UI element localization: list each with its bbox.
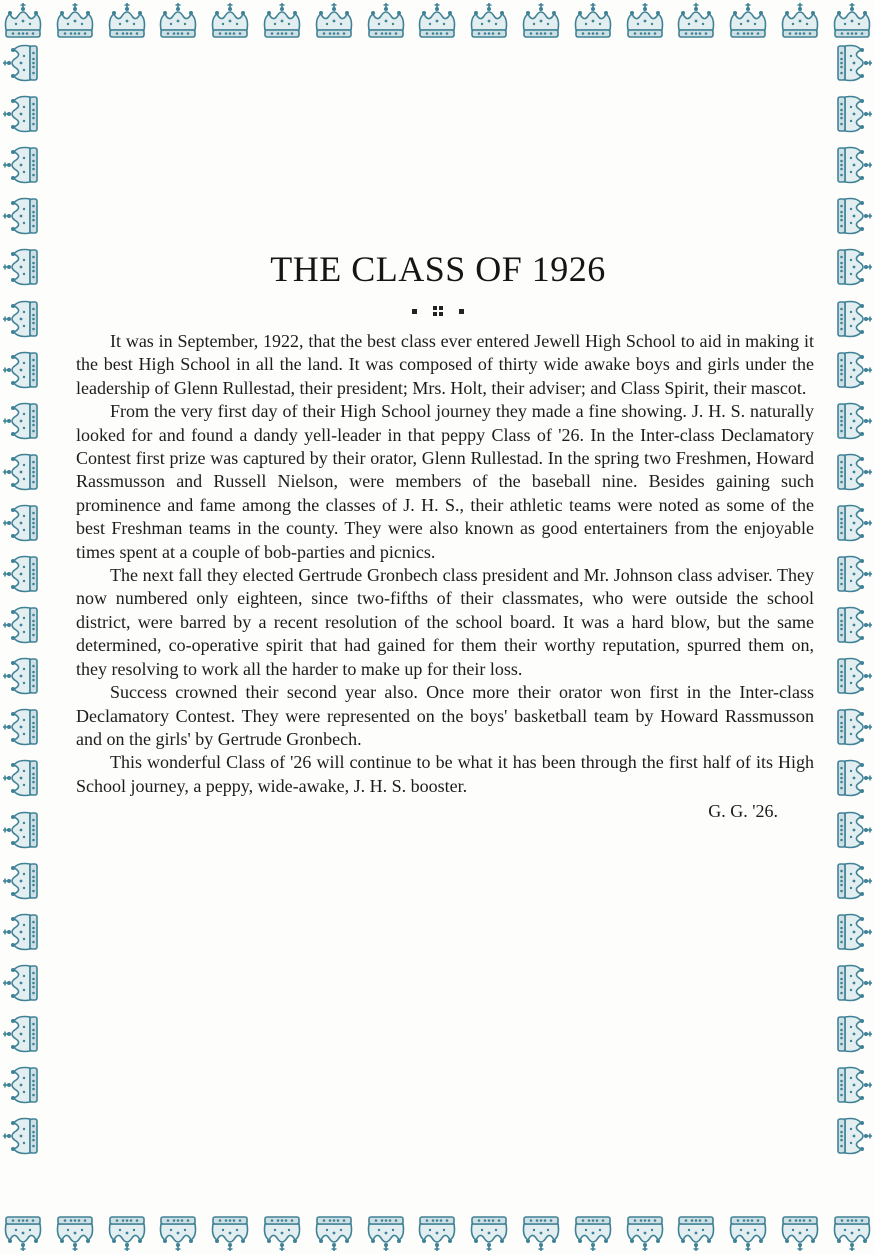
crown-icon xyxy=(829,602,875,648)
crown-icon xyxy=(829,296,875,342)
crown-icon xyxy=(0,347,46,393)
crown-icon xyxy=(0,40,46,86)
crown-icon xyxy=(0,296,46,342)
section-divider-icon xyxy=(62,306,814,316)
crown-icon xyxy=(829,40,875,86)
crown-icon xyxy=(829,551,875,597)
paragraph: From the very first day of their High School journey they made a fine showing. J. H. S. naturally looked for and found a dandy yell-leader in that peppy Class of '26. In the Inter-class Declamatory Contest first prize was captured by their orator, Glenn Rullestad. In the spring two Freshmen, Howard Rassmusson and Russell Nielson, were members of the baseball nine. Besides gaining such prominence and fame among the classes of J. H. S., their athletic teams were noted as some of the best Freshman teams in the county. They were also known as good entertainers from the enjoyable times spent at a couple of bob-parties and picnics. xyxy=(76,401,814,562)
crown-icon xyxy=(673,0,719,46)
crown-icon xyxy=(207,0,253,46)
crown-icon xyxy=(777,0,823,46)
crown-icon xyxy=(0,551,46,597)
crown-icon xyxy=(0,704,46,750)
crown-icon xyxy=(414,1208,460,1254)
page-title: THE CLASS OF 1926 xyxy=(270,249,606,289)
crown-icon xyxy=(155,1208,201,1254)
crown-icon xyxy=(570,1208,616,1254)
crown-icon xyxy=(829,858,875,904)
crown-icon xyxy=(829,1208,875,1254)
crown-icon xyxy=(829,653,875,699)
crown-icon xyxy=(0,960,46,1006)
crown-icon xyxy=(0,244,46,290)
crown-icon xyxy=(0,602,46,648)
border-left xyxy=(0,40,46,1210)
crown-icon xyxy=(259,0,305,46)
crown-icon xyxy=(829,1113,875,1159)
crown-icon xyxy=(622,1208,668,1254)
crown-icon xyxy=(0,398,46,444)
crown-icon xyxy=(0,1062,46,1108)
crown-icon xyxy=(622,0,668,46)
paragraph: The next fall they elected Gertrude Gronbech class president and Mr. Johnson class adviser. They now numbered only eighteen, since two-fifths of their classmates, who were outside the school district, were barred by a recent resolution of the school board. It was a hard blow, but the same determined, co-operative spirit that had gained for them their worthy reputation, spurred them on, they resolving to work all the harder to make up for their loss. xyxy=(76,565,814,679)
crown-icon xyxy=(466,1208,512,1254)
crown-icon xyxy=(518,1208,564,1254)
border-right xyxy=(829,40,875,1210)
crown-icon xyxy=(829,960,875,1006)
crown-icon xyxy=(570,0,616,46)
crown-icon xyxy=(0,755,46,801)
crown-icon xyxy=(0,91,46,137)
crown-icon xyxy=(829,909,875,955)
crown-icon xyxy=(207,1208,253,1254)
crown-icon xyxy=(829,1011,875,1057)
crown-icon xyxy=(0,500,46,546)
crown-icon xyxy=(829,142,875,188)
author-signature: G. G. '26. xyxy=(708,801,778,822)
crown-icon xyxy=(829,449,875,495)
crown-icon xyxy=(829,193,875,239)
crown-icon xyxy=(673,1208,719,1254)
crown-icon xyxy=(0,858,46,904)
crown-icon xyxy=(0,1208,46,1254)
crown-icon xyxy=(259,1208,305,1254)
crown-icon xyxy=(829,91,875,137)
crown-icon xyxy=(725,1208,771,1254)
crown-icon xyxy=(104,0,150,46)
article-body xyxy=(62,330,814,798)
crown-icon xyxy=(311,0,357,46)
crown-icon xyxy=(777,1208,823,1254)
crown-icon xyxy=(829,398,875,444)
crown-icon xyxy=(414,0,460,46)
paragraph: Success crowned their second year also. Once more their orator won first in the Inter-class Declamatory Contest. They were represented on the boys' basketball team by Howard Rassmusson and on the girls' by Gertrude Gronbech. xyxy=(76,682,814,749)
crown-icon xyxy=(829,244,875,290)
crown-icon xyxy=(829,347,875,393)
crown-icon xyxy=(829,1062,875,1108)
crown-icon xyxy=(0,807,46,853)
crown-icon xyxy=(0,193,46,239)
paragraph: This wonderful Class of '26 will continue to be what it has been through the first half of its High School journey, a peppy, wide-awake, J. H. S. booster. xyxy=(76,752,814,796)
crown-icon xyxy=(52,1208,98,1254)
crown-icon xyxy=(0,909,46,955)
crown-icon xyxy=(155,0,201,46)
article xyxy=(62,220,814,824)
crown-icon xyxy=(0,1011,46,1057)
crown-icon xyxy=(0,142,46,188)
paragraph: It was in September, 1922, that the best class ever entered Jewell High School to aid in making it the best High School in all the land. It was composed of thirty wide awake boys and girls under the leadership of Glenn Rullestad, their president; Mrs. Holt, their adviser; and Class Spirit, their mascot. xyxy=(76,331,814,398)
crown-icon xyxy=(829,500,875,546)
crown-icon xyxy=(725,0,771,46)
crown-icon xyxy=(311,1208,357,1254)
crown-icon xyxy=(466,0,512,46)
crown-icon xyxy=(363,0,409,46)
crown-icon xyxy=(518,0,564,46)
crown-icon xyxy=(52,0,98,46)
border-top xyxy=(0,0,875,46)
crown-icon xyxy=(363,1208,409,1254)
crown-icon xyxy=(0,449,46,495)
crown-icon xyxy=(104,1208,150,1254)
crown-icon xyxy=(0,653,46,699)
crown-icon xyxy=(829,807,875,853)
crown-icon xyxy=(829,704,875,750)
crown-icon xyxy=(829,755,875,801)
border-bottom xyxy=(0,1208,875,1254)
crown-icon xyxy=(0,1113,46,1159)
